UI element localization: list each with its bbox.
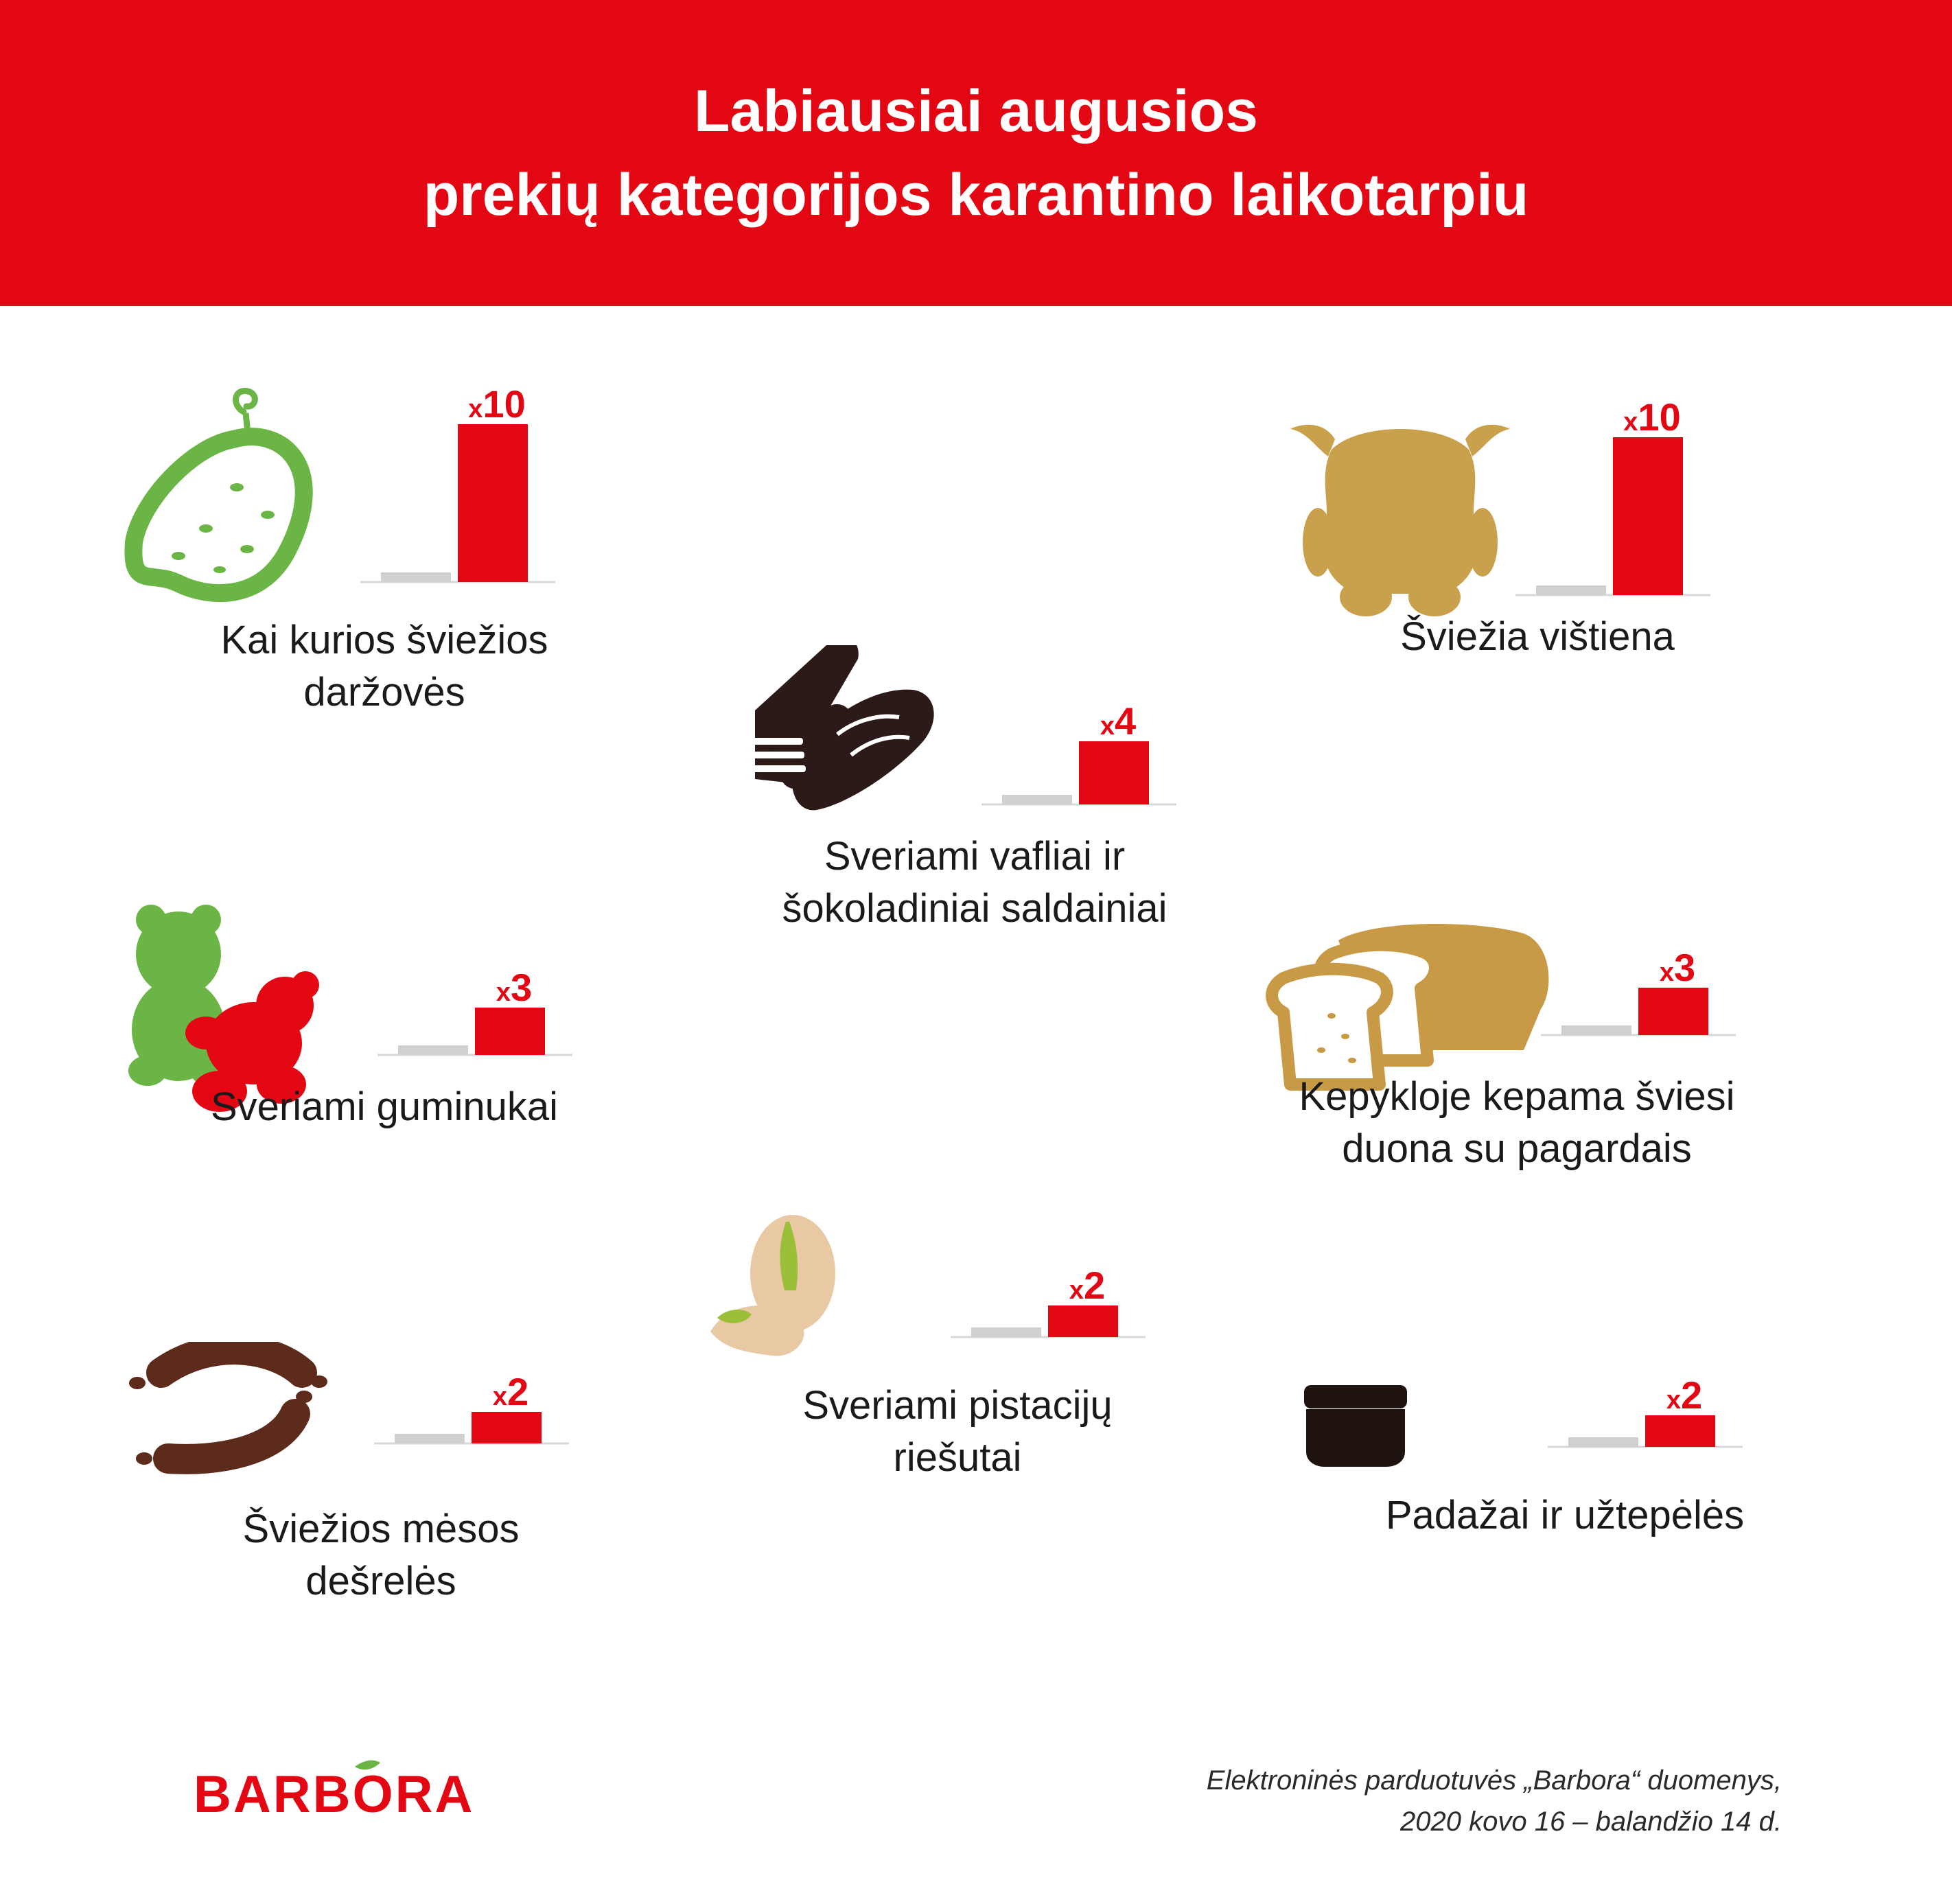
multiplier-value: 3: [1673, 946, 1696, 989]
label-line: Sveriami pistacijų: [802, 1383, 1113, 1428]
bar-chart: [1304, 1373, 1826, 1798]
label-line: Sveriami guminukai: [210, 1084, 559, 1129]
category-sausages: [120, 1342, 642, 1767]
category-label: [1256, 1071, 1778, 1175]
multiplier-value: 4: [1114, 699, 1137, 743]
multiplier-prefix: x: [496, 978, 511, 1007]
category-label: [124, 1081, 645, 1133]
growth-bar: [475, 1008, 545, 1055]
label-line: Šviežia vištiena: [1400, 614, 1675, 659]
multiplier-value: 10: [1638, 395, 1681, 439]
baseline-bar: [381, 572, 451, 582]
baseline-bar: [1568, 1437, 1638, 1447]
growth-bar: [472, 1412, 542, 1443]
growth-bar: [1079, 741, 1149, 804]
multiplier-label: [1100, 699, 1136, 743]
multiplier-prefix: x: [1623, 408, 1638, 437]
category-label: [1304, 1489, 1826, 1542]
multiplier-prefix: x: [468, 395, 483, 423]
category-vegetables: [124, 371, 645, 796]
growth-bar: [1048, 1305, 1118, 1337]
multiplier-prefix: x: [1069, 1276, 1084, 1305]
multiplier-value: 2: [1083, 1264, 1106, 1307]
label-line: šokoladiniai saldainiai: [782, 886, 1167, 931]
growth-bar: [1645, 1415, 1715, 1447]
bar-chart: [124, 371, 645, 796]
category-chocolate: [714, 645, 1235, 1071]
baseline-bar: [395, 1434, 465, 1443]
multiplier-value: 2: [507, 1370, 529, 1413]
multiplier-value: 2: [1680, 1373, 1703, 1417]
label-line: daržovės: [303, 670, 465, 715]
multiplier-label: [1623, 395, 1680, 439]
baseline-bar: [1536, 585, 1606, 595]
multiplier-label: [1069, 1264, 1105, 1307]
multiplier-label: [1660, 946, 1695, 989]
category-chicken: [1277, 381, 1798, 806]
bar-chart: [1277, 381, 1798, 806]
source-line-1: Elektroninės parduotuvės „Barbora“ duomenys,: [1206, 1765, 1782, 1796]
category-gummies: [124, 892, 645, 1318]
category-label: [697, 1380, 1218, 1484]
label-line: Sveriami vafliai ir: [824, 834, 1126, 879]
source-line-2: 2020 kovo 16 – balandžio 14 d.: [1400, 1807, 1782, 1837]
category-sauces: [1304, 1373, 1826, 1798]
multiplier-prefix: x: [1666, 1386, 1681, 1415]
title-line-1: Labiausiai augusios: [694, 78, 1258, 144]
multiplier-prefix: x: [492, 1382, 507, 1411]
label-line: riešutai: [893, 1435, 1022, 1480]
label-line: duona su pagardais: [1342, 1126, 1692, 1171]
growth-bar: [1638, 988, 1708, 1035]
multiplier-value: 3: [510, 966, 533, 1009]
label-line: Kepykloje kepama šviesi: [1299, 1074, 1735, 1119]
multiplier-label: [493, 1370, 528, 1413]
category-label: [120, 1503, 642, 1607]
multiplier-prefix: x: [1100, 712, 1115, 741]
source-note: [958, 1760, 1782, 1842]
category-label: [124, 614, 645, 719]
baseline-bar: [1561, 1025, 1631, 1035]
growth-bar: [1613, 437, 1683, 595]
barbora-logo: [194, 1757, 496, 1833]
baseline-bar: [398, 1045, 468, 1055]
multiplier-label: [496, 966, 532, 1009]
page-title: [423, 69, 1529, 237]
label-line: dešrelės: [305, 1559, 456, 1603]
multiplier-label: [468, 382, 525, 426]
logo-text: BARBORA: [194, 1765, 475, 1824]
category-label: [714, 831, 1235, 935]
label-line: Kai kurios šviežios: [220, 618, 548, 662]
growth-bar: [458, 424, 528, 582]
title-line-2: prekių kategorijos karantino laikotarpiu: [423, 162, 1529, 228]
multiplier-value: 10: [483, 382, 526, 426]
multiplier-prefix: x: [1659, 958, 1674, 987]
baseline-bar: [1002, 795, 1072, 804]
baseline-bar: [971, 1327, 1041, 1337]
label-line: Padažai ir užtepėlės: [1385, 1493, 1745, 1537]
header-banner: [0, 0, 1952, 306]
category-pistachios: [697, 1215, 1218, 1640]
label-line: Šviežios mėsos: [242, 1507, 520, 1551]
category-label: [1277, 611, 1798, 663]
category-bread: [1256, 913, 1778, 1338]
multiplier-label: [1666, 1373, 1702, 1417]
